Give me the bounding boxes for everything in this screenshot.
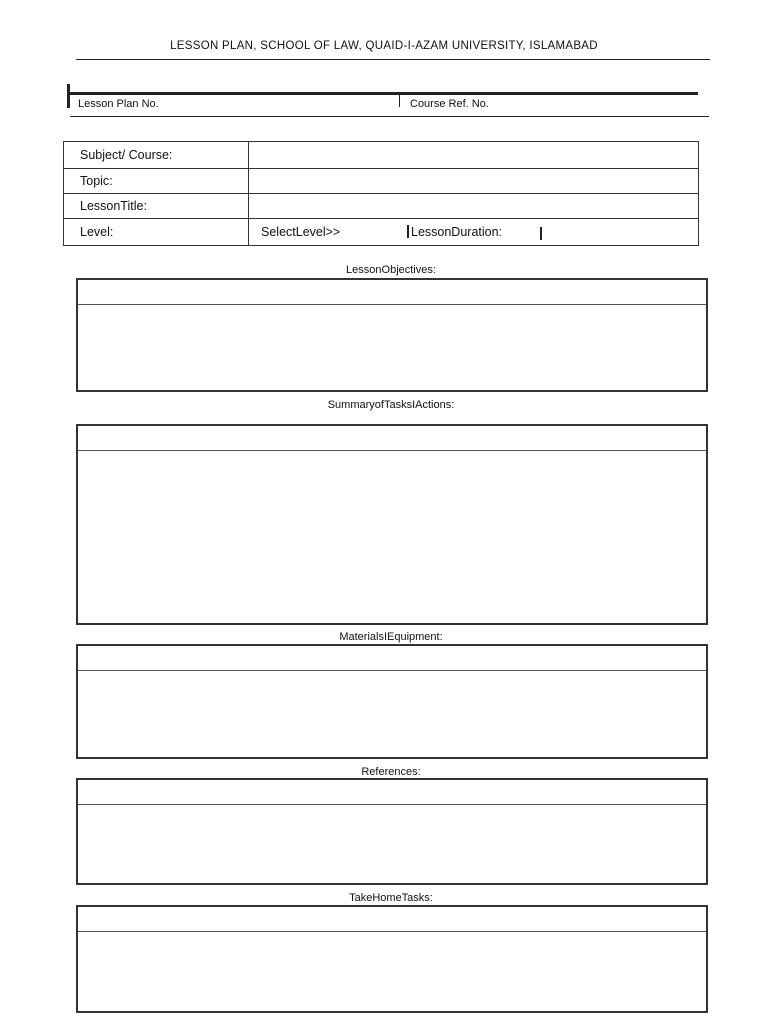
topic-field[interactable]: [249, 169, 699, 194]
lesson-title-label: LessonTitle:: [64, 194, 249, 219]
box-divider: [78, 450, 706, 451]
subject-course-label: Subject/ Course:: [64, 142, 249, 169]
take-home-tasks-label: TakeHomeTasks:: [349, 892, 433, 904]
row-top-line: [70, 92, 698, 95]
table-row: [64, 219, 699, 246]
table-row: [64, 194, 699, 219]
lesson-title-field[interactable]: [249, 194, 699, 219]
lesson-duration-label: LessonDuration:: [411, 224, 503, 239]
summary-tasks-box[interactable]: [76, 424, 708, 625]
level-field: [249, 219, 699, 246]
materials-equipment-box[interactable]: [76, 644, 708, 759]
lesson-plan-no-label: Lesson Plan No.: [78, 98, 159, 110]
take-home-tasks-box[interactable]: [76, 905, 708, 1013]
left-marker: [67, 84, 70, 108]
lesson-objectives-label: LessonObjectives:: [346, 264, 436, 276]
level-label: Level:: [64, 219, 249, 246]
references-box[interactable]: [76, 778, 708, 885]
duration-divider: [407, 225, 409, 238]
select-level-dropdown[interactable]: SelectLevel>>: [261, 224, 341, 239]
box-divider: [78, 304, 706, 305]
box-divider: [78, 670, 706, 671]
table-row: [64, 169, 699, 194]
box-divider: [78, 931, 706, 932]
duration-cursor[interactable]: [540, 227, 542, 240]
divider-marker: [399, 95, 400, 107]
materials-equipment-label: MaterialsIEquipment:: [339, 631, 443, 643]
box-divider: [78, 804, 706, 805]
references-label: References:: [361, 766, 421, 778]
topic-label: Topic:: [64, 169, 249, 194]
summary-tasks-label: SummaryofTasksIActions:: [327, 399, 455, 411]
subject-course-field[interactable]: [249, 142, 699, 169]
lesson-objectives-box[interactable]: [76, 278, 708, 392]
row-bottom-line: [70, 116, 709, 117]
lesson-info-table: [63, 141, 699, 246]
course-ref-no-label: Course Ref. No.: [410, 98, 489, 110]
title-underline: [76, 59, 710, 60]
table-row: [64, 142, 699, 169]
page-title: LESSON PLAN, SCHOOL OF LAW, QUAID-I-AZAM UNIVERSITY, ISLAMABAD: [170, 40, 598, 52]
